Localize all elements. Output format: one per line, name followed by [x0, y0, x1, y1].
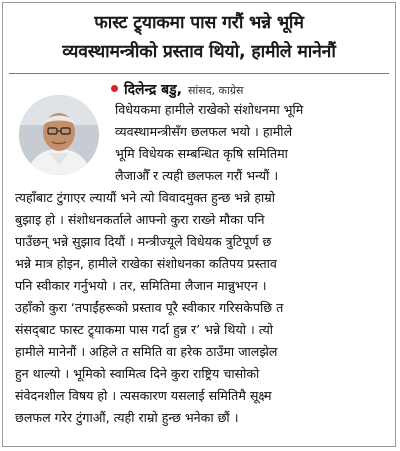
- headline: [11, 9, 387, 67]
- body-line: भन्ने मात्र होइन, हामीले राखेका संशोधनका कतिपय प्रस्ताव: [15, 256, 277, 271]
- byline: [111, 81, 244, 100]
- body-line: व्यवस्थामन्त्रीसँग छलफल भयो । हामीले: [115, 124, 293, 139]
- body-line: भूमि विधेयक सम्बन्धित कृषि समितिमा: [115, 146, 288, 161]
- body-line: संवेदनशील विषय हो । त्यसकारण यसलाई समितिमै सूक्ष्म: [15, 388, 272, 403]
- body-line: पनि स्वीकार गर्नुभयो । तर, समितिमा लैजान मान्नुभएन ।: [15, 278, 267, 293]
- body-line: हुन थाल्यो । भूमिको स्वामित्व दिने कुरा राष्ट्रिय चासोको: [15, 366, 260, 381]
- body-line: छलफल गरेर टुंगाऔं, त्यही राम्रो हुन्छ भनेका छौं ।: [15, 410, 239, 425]
- body-line: त्यहाँबाट टुंगाएर ल्यायौं भने त्यो विवादमुक्त हुन्छ भन्ने हाम्रो: [15, 190, 276, 205]
- body-line: संसद्‌बाट फास्ट ट्र्याकमा पास गर्दा हुन्न र’ भन्ने थियो । त्यो: [15, 322, 274, 337]
- headline-divider: [9, 73, 389, 74]
- author-role: सांसद, काग्रेस: [188, 84, 244, 97]
- body-line: उहाँको कुरा ‘तपाईंहरूको प्रस्ताव पूरै स्वीकार गरिसकेपछि त: [15, 300, 284, 315]
- author-name: दिलेन्द्र बडु,: [124, 82, 182, 98]
- headline-line-2: व्यवस्थामन्त्रीको प्रस्ताव थियो, हामीले मानेनौं: [62, 42, 336, 62]
- red-bullet-icon: [111, 85, 118, 92]
- body-line: लैजाऔँ र त्यही छलफल गरौं भन्यौं ।: [115, 168, 279, 183]
- headline-line-1: फास्ट ट्र्याकमा पास गरौं भन्ने भूमि: [94, 13, 304, 33]
- author-photo: [19, 95, 99, 175]
- body-line: विधेयकमा हामीले राखेको संशोधनमा भूमि: [115, 102, 304, 117]
- body-line: हामीले मानेनौं । अहिले त समिति वा हरेक ठाउँमा जालझेल: [15, 344, 278, 359]
- body-line: बुझाइ हो । संशोधनकर्ताले आफ्नो कुरा राख्ने मौका पनि: [15, 212, 265, 227]
- article-frame: [2, 2, 396, 447]
- portrait-photo-icon: [19, 95, 99, 175]
- body-line: पाउँछन् भन्ने सुझाव दियौं । मन्त्रीज्यूले विधेयक त्रुटिपूर्ण छ: [15, 234, 272, 249]
